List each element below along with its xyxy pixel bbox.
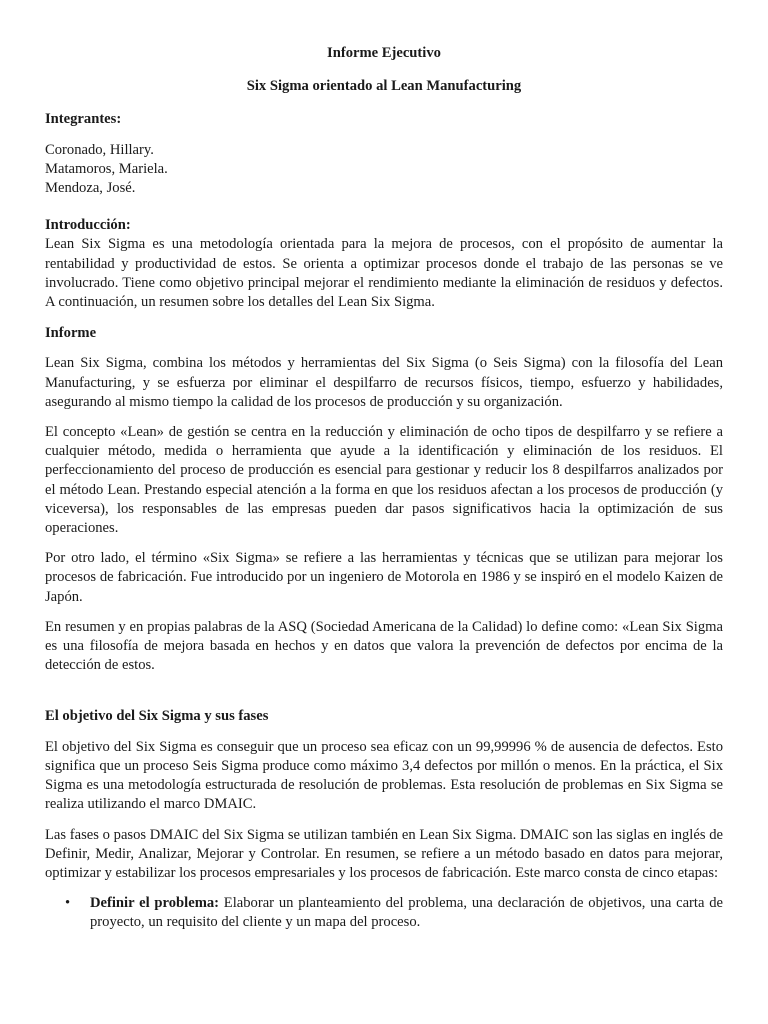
introduccion-heading: Introducción:: [45, 217, 131, 234]
step-description: Elaborar un planteamiento del problema, una declaración de objetivos, una carta de proyecto, un requisito del cliente y un mapa del proceso.: [90, 895, 723, 931]
member-name: Mendoza, José.: [45, 180, 136, 197]
member-name: Matamoros, Mariela.: [45, 160, 168, 177]
integrantes-heading: Integrantes:: [45, 111, 122, 128]
list-item: [45, 894, 723, 932]
informe-paragraph: El concepto «Lean» de gestión se centra en la reducción y eliminación de ocho tipos de despilfarro y se refiere a cualquier método, medida o herramienta que ayude a la identificación y eliminación de los residuos. El perfeccionamiento del proceso de producción es esencial para gestionar y reducir los 8 despilfarros analizados por el método Lean. Prestando especial atención a la forma en que los residuos afectan a los procesos de producción (y viceversa), los responsables de las empresas pueden dar pasos significativos hacia la optimización de sus operaciones.: [45, 424, 723, 537]
introduccion-paragraph: Lean Six Sigma es una metodología orientada para la mejora de procesos, con el propósito de aumentar la rentabilidad y productividad de estos. Se orienta a optimizar procesos donde el trabajo de las personas se ve involucrado. Tiene como objetivo principal mejorar el rendimiento mediante la eliminación de residuos y defectos. A continuación, un resumen sobre los detalles del Lean Six Sigma.: [45, 236, 723, 311]
document-subtitle: Six Sigma orientado al Lean Manufacturing: [246, 78, 522, 95]
informe-paragraph: Lean Six Sigma, combina los métodos y herramientas del Six Sigma (o Seis Sigma) con la filosofía del Lean Manufacturing, y se esfuerza por eliminar el despilfarro de recursos físicos, tiempo, esfuerzo y habilidades, asegurando al mismo tiempo la calidad de los procesos de producción y su organización.: [45, 355, 723, 410]
informe-paragraph: Por otro lado, el término «Six Sigma» se refiere a las herramientas y técnicas que se utilizan para mejorar los procesos de fabricación. Fue introducido por un ingeniero de Motorola en 1986 y se inspiró en el modelo Kaizen de Japón.: [45, 550, 723, 605]
objetivo-heading: El objetivo del Six Sigma y sus fases: [45, 708, 269, 725]
informe-paragraph: En resumen y en propias palabras de la ASQ (Sociedad Americana de la Calidad) lo define como: «Lean Six Sigma es una filosofía de mejora basada en hechos y en datos que valora la prevención de defectos por encima de la detección de estos.: [45, 618, 723, 674]
step-label: Definir el problema:: [90, 895, 220, 912]
document-title: Informe Ejecutivo: [327, 45, 441, 61]
objetivo-paragraph: El objetivo del Six Sigma es conseguir que un proceso sea eficaz con un 99,99996 % de ausencia de defectos. Esto significa que un proceso Seis Sigma produce como máximo 3,4 defectos por millón o menos. En la práctica, el Six Sigma es una metodología estructurada de resolución de problemas. Esta resolución de problemas en Six Sigma se realiza utilizando el marco DMAIC.: [45, 738, 723, 813]
informe-heading: Informe: [45, 325, 97, 342]
dmaic-steps-list: [45, 894, 723, 932]
member-name: Coronado, Hillary.: [45, 141, 154, 158]
members-list: [45, 141, 723, 199]
bullet-icon: •: [65, 895, 71, 912]
objetivo-paragraph: Las fases o pasos DMAIC del Six Sigma se utilizan también en Lean Six Sigma. DMAIC son las siglas en inglés de Definir, Medir, Analizar, Mejorar y Controlar. En resumen, se refiere a un método basado en datos para mejorar, optimizar y estabilizar los procesos empresariales y los procesos de fabricación. Este marco consta de cinco etapas:: [45, 826, 723, 881]
